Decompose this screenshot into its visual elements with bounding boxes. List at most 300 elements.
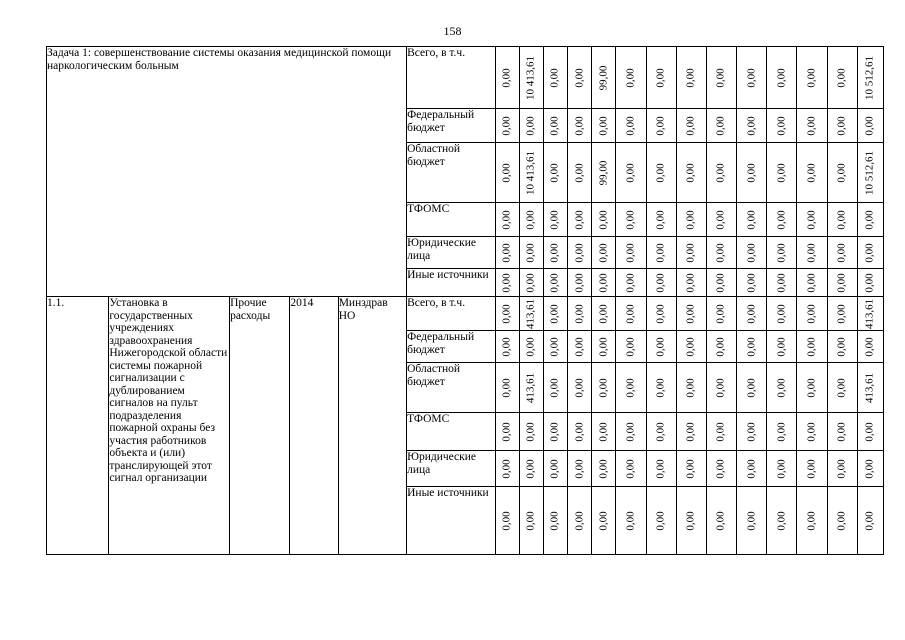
value-text: 0,00 <box>835 162 848 183</box>
value-cell <box>827 203 857 237</box>
funding-source: ТФОМС <box>407 203 496 237</box>
value-text: 0,00 <box>714 336 727 357</box>
value-cell <box>543 487 567 555</box>
value-cell <box>797 203 827 237</box>
value-text: 0,00 <box>624 67 637 88</box>
value-cell <box>646 363 676 413</box>
value-cell <box>646 143 676 203</box>
value-text: 0,00 <box>714 209 727 230</box>
value-cell <box>646 331 676 363</box>
value-cell <box>706 237 736 269</box>
value-text: 0,00 <box>597 303 610 324</box>
value-cell <box>797 451 827 487</box>
value-text: 0,00 <box>573 377 586 398</box>
financing-table <box>46 46 884 555</box>
value-text: 0,00 <box>548 510 561 531</box>
value-text: 0,00 <box>597 272 610 293</box>
value-text: 0,00 <box>573 421 586 442</box>
value-cell <box>676 203 706 237</box>
value-cell <box>706 203 736 237</box>
value-cell <box>616 47 646 109</box>
value-text: 0,00 <box>624 421 637 442</box>
value-cell <box>676 47 706 109</box>
value-cell <box>568 203 592 237</box>
item-year: 2014 <box>290 297 338 555</box>
value-text: 0,00 <box>775 67 788 88</box>
value-text: 0,00 <box>548 67 561 88</box>
funding-source: Всего, в т.ч. <box>407 297 496 331</box>
value-text: 0,00 <box>624 377 637 398</box>
value-text: 0,00 <box>597 115 610 136</box>
value-cell <box>495 143 519 203</box>
value-cell <box>519 237 543 269</box>
page-number: 158 <box>443 24 462 38</box>
value-cell <box>827 413 857 451</box>
value-cell <box>827 269 857 297</box>
value-cell <box>676 451 706 487</box>
value-cell <box>543 109 567 143</box>
value-cell <box>592 331 616 363</box>
funding-source: Иные источники <box>407 269 496 297</box>
value-cell <box>827 143 857 203</box>
value-text: 0,00 <box>654 377 667 398</box>
value-text: 0,00 <box>835 458 848 479</box>
value-text: 0,00 <box>775 242 788 263</box>
value-cell <box>519 203 543 237</box>
value-text: 0,00 <box>573 242 586 263</box>
value-text: 0,00 <box>548 458 561 479</box>
value-cell <box>495 203 519 237</box>
value-cell <box>646 297 676 331</box>
value-cell <box>767 269 797 297</box>
value-cell <box>616 203 646 237</box>
value-text: 0,00 <box>500 162 513 183</box>
value-text: 0,00 <box>573 458 586 479</box>
value-text: 0,00 <box>835 272 848 293</box>
value-cell <box>767 331 797 363</box>
value-text: 0,00 <box>524 510 537 531</box>
value-cell <box>646 47 676 109</box>
item-executor: Минздрав НО <box>338 297 406 555</box>
value-text: 0,00 <box>573 209 586 230</box>
value-cell <box>857 451 883 487</box>
value-text: 0,00 <box>624 209 637 230</box>
value-text: 0,00 <box>863 209 876 230</box>
value-cell <box>616 237 646 269</box>
value-text: 0,00 <box>863 272 876 293</box>
funding-source: Областной бюджет <box>407 363 496 413</box>
value-cell <box>543 237 567 269</box>
value-cell <box>676 487 706 555</box>
value-cell <box>543 363 567 413</box>
value-cell <box>706 109 736 143</box>
value-text: 0,00 <box>805 336 818 357</box>
value-text: 0,00 <box>500 115 513 136</box>
value-cell <box>767 237 797 269</box>
value-text: 0,00 <box>654 272 667 293</box>
value-cell <box>495 109 519 143</box>
value-cell <box>767 451 797 487</box>
value-text: 0,00 <box>684 209 697 230</box>
value-text: 0,00 <box>684 67 697 88</box>
value-cell <box>737 487 767 555</box>
value-text: 0,00 <box>684 458 697 479</box>
value-cell <box>767 47 797 109</box>
value-text: 0,00 <box>775 336 788 357</box>
value-text: 0,00 <box>597 242 610 263</box>
value-text: 0,00 <box>745 377 758 398</box>
value-text: 0,00 <box>654 209 667 230</box>
value-cell <box>592 297 616 331</box>
value-text: 0,00 <box>775 510 788 531</box>
value-cell <box>646 203 676 237</box>
value-cell <box>737 269 767 297</box>
value-text: 0,00 <box>714 510 727 531</box>
value-cell <box>616 451 646 487</box>
value-cell <box>767 363 797 413</box>
value-text: 0,00 <box>745 303 758 324</box>
value-cell <box>706 363 736 413</box>
value-text: 0,00 <box>714 303 727 324</box>
value-cell <box>495 331 519 363</box>
value-text: 0,00 <box>548 303 561 324</box>
value-text: 0,00 <box>775 115 788 136</box>
value-text: 0,00 <box>500 67 513 88</box>
value-cell <box>543 47 567 109</box>
value-text: 0,00 <box>624 115 637 136</box>
value-text: 0,00 <box>597 510 610 531</box>
value-cell <box>797 47 827 109</box>
value-cell <box>706 297 736 331</box>
value-cell <box>616 269 646 297</box>
table-row <box>47 297 884 331</box>
value-cell <box>592 451 616 487</box>
funding-source: Всего, в т.ч. <box>407 47 496 109</box>
value-cell <box>495 269 519 297</box>
value-text: 0,00 <box>624 162 637 183</box>
value-text: 0,00 <box>597 209 610 230</box>
value-text: 0,00 <box>524 272 537 293</box>
value-text: 0,00 <box>524 336 537 357</box>
value-cell <box>827 451 857 487</box>
value-cell <box>827 109 857 143</box>
value-cell <box>857 237 883 269</box>
value-text: 0,00 <box>805 242 818 263</box>
table-row <box>47 47 884 109</box>
value-text: 0,00 <box>805 67 818 88</box>
value-text: 0,00 <box>805 458 818 479</box>
value-text: 0,00 <box>524 242 537 263</box>
value-text: 0,00 <box>714 242 727 263</box>
value-text: 0,00 <box>835 303 848 324</box>
value-cell <box>857 487 883 555</box>
value-cell <box>568 331 592 363</box>
value-text: 0,00 <box>548 377 561 398</box>
value-text: 0,00 <box>524 115 537 136</box>
value-cell <box>568 47 592 109</box>
value-cell <box>737 237 767 269</box>
value-cell <box>797 363 827 413</box>
value-cell <box>646 109 676 143</box>
value-cell <box>519 331 543 363</box>
value-text: 0,00 <box>775 421 788 442</box>
value-text: 0,00 <box>597 336 610 357</box>
value-text: 10 413,61 <box>524 55 537 100</box>
value-text: 0,00 <box>573 336 586 357</box>
item-category: Прочие расходы <box>230 297 290 555</box>
value-text: 0,00 <box>745 115 758 136</box>
value-cell <box>857 297 883 331</box>
value-cell <box>737 331 767 363</box>
value-text: 0,00 <box>805 115 818 136</box>
value-cell <box>495 413 519 451</box>
value-text: 0,00 <box>573 67 586 88</box>
value-text: 0,00 <box>714 115 727 136</box>
value-cell <box>706 269 736 297</box>
value-text: 0,00 <box>745 209 758 230</box>
funding-source: Юридические лица <box>407 237 496 269</box>
value-text: 0,00 <box>805 377 818 398</box>
value-text: 0,00 <box>548 115 561 136</box>
value-cell <box>767 109 797 143</box>
value-cell <box>543 451 567 487</box>
value-cell <box>767 203 797 237</box>
value-cell <box>568 487 592 555</box>
value-cell <box>646 237 676 269</box>
value-cell <box>706 451 736 487</box>
value-text: 0,00 <box>863 421 876 442</box>
value-text: 0,00 <box>775 272 788 293</box>
value-cell <box>543 269 567 297</box>
value-text: 0,00 <box>500 303 513 324</box>
value-text: 0,00 <box>835 336 848 357</box>
value-cell <box>857 363 883 413</box>
value-text: 0,00 <box>500 421 513 442</box>
value-cell <box>676 269 706 297</box>
value-text: 0,00 <box>500 209 513 230</box>
value-cell <box>646 413 676 451</box>
value-text: 0,00 <box>548 209 561 230</box>
value-cell <box>519 143 543 203</box>
value-text: 10 512,61 <box>863 55 876 100</box>
value-cell <box>616 363 646 413</box>
value-cell <box>616 109 646 143</box>
value-text: 0,00 <box>835 115 848 136</box>
value-text: 0,00 <box>624 242 637 263</box>
value-text: 0,00 <box>654 510 667 531</box>
value-text: 0,00 <box>714 458 727 479</box>
value-text: 0,00 <box>684 272 697 293</box>
value-cell <box>616 331 646 363</box>
value-text: 0,00 <box>684 242 697 263</box>
value-cell <box>797 237 827 269</box>
value-text: 0,00 <box>775 162 788 183</box>
value-cell <box>568 451 592 487</box>
value-cell <box>592 143 616 203</box>
value-cell <box>568 297 592 331</box>
value-cell <box>543 413 567 451</box>
value-text: 0,00 <box>805 421 818 442</box>
value-text: 0,00 <box>775 209 788 230</box>
value-text: 0,00 <box>500 377 513 398</box>
value-cell <box>857 47 883 109</box>
value-cell <box>568 413 592 451</box>
value-cell <box>827 331 857 363</box>
value-text: 0,00 <box>654 67 667 88</box>
value-text: 99,00 <box>597 160 610 185</box>
value-cell <box>767 413 797 451</box>
value-text: 0,00 <box>573 510 586 531</box>
value-cell <box>519 413 543 451</box>
value-text: 0,00 <box>863 458 876 479</box>
value-cell <box>737 143 767 203</box>
value-text: 0,00 <box>775 377 788 398</box>
value-cell <box>827 237 857 269</box>
value-text: 0,00 <box>624 510 637 531</box>
funding-source: Юридические лица <box>407 451 496 487</box>
value-text: 0,00 <box>573 272 586 293</box>
value-cell <box>543 297 567 331</box>
value-text: 0,00 <box>863 242 876 263</box>
value-cell <box>495 451 519 487</box>
value-text: 0,00 <box>835 377 848 398</box>
value-cell <box>646 269 676 297</box>
value-text: 0,00 <box>624 272 637 293</box>
value-text: 0,00 <box>863 510 876 531</box>
value-text: 0,00 <box>745 510 758 531</box>
value-cell <box>857 269 883 297</box>
value-cell <box>797 413 827 451</box>
value-cell <box>495 363 519 413</box>
value-cell <box>706 47 736 109</box>
value-text: 0,00 <box>684 377 697 398</box>
value-text: 0,00 <box>745 336 758 357</box>
value-cell <box>519 487 543 555</box>
value-text: 0,00 <box>835 510 848 531</box>
value-cell <box>827 297 857 331</box>
value-text: 0,00 <box>805 272 818 293</box>
value-cell <box>706 331 736 363</box>
value-cell <box>737 47 767 109</box>
value-cell <box>592 487 616 555</box>
value-cell <box>616 297 646 331</box>
value-text: 0,00 <box>548 272 561 293</box>
funding-source: Областной бюджет <box>407 143 496 203</box>
value-text: 413,61 <box>524 298 537 329</box>
value-cell <box>827 363 857 413</box>
value-text: 0,00 <box>548 242 561 263</box>
value-text: 0,00 <box>624 336 637 357</box>
value-cell <box>797 109 827 143</box>
value-text: 0,00 <box>684 303 697 324</box>
value-cell <box>737 297 767 331</box>
value-cell <box>767 487 797 555</box>
value-cell <box>616 487 646 555</box>
value-text: 0,00 <box>745 421 758 442</box>
value-cell <box>706 413 736 451</box>
value-cell <box>827 47 857 109</box>
value-text: 0,00 <box>624 303 637 324</box>
value-cell <box>592 109 616 143</box>
value-text: 0,00 <box>597 421 610 442</box>
value-text: 0,00 <box>654 421 667 442</box>
value-cell <box>857 413 883 451</box>
value-cell <box>706 487 736 555</box>
value-cell <box>592 203 616 237</box>
funding-source: Федеральный бюджет <box>407 109 496 143</box>
value-cell <box>495 237 519 269</box>
value-text: 0,00 <box>524 209 537 230</box>
value-text: 0,00 <box>745 458 758 479</box>
value-text: 0,00 <box>835 421 848 442</box>
value-text: 413,61 <box>524 372 537 403</box>
value-cell <box>519 47 543 109</box>
value-text: 10 413,61 <box>524 150 537 195</box>
value-text: 0,00 <box>624 458 637 479</box>
value-text: 0,00 <box>714 162 727 183</box>
value-text: 0,00 <box>500 272 513 293</box>
value-text: 0,00 <box>714 421 727 442</box>
value-cell <box>857 143 883 203</box>
value-cell <box>543 331 567 363</box>
value-text: 0,00 <box>835 242 848 263</box>
value-text: 413,61 <box>863 298 876 329</box>
value-text: 413,61 <box>863 372 876 403</box>
value-cell <box>737 451 767 487</box>
value-text: 0,00 <box>573 162 586 183</box>
value-text: 0,00 <box>684 162 697 183</box>
value-cell <box>767 297 797 331</box>
value-text: 0,00 <box>805 303 818 324</box>
value-text: 0,00 <box>805 162 818 183</box>
value-text: 0,00 <box>745 162 758 183</box>
value-text: 0,00 <box>684 421 697 442</box>
value-cell <box>646 451 676 487</box>
value-text: 0,00 <box>500 510 513 531</box>
value-cell <box>592 237 616 269</box>
value-cell <box>519 363 543 413</box>
value-cell <box>706 143 736 203</box>
value-cell <box>676 363 706 413</box>
value-text: 0,00 <box>524 421 537 442</box>
value-text: 0,00 <box>775 458 788 479</box>
value-cell <box>797 331 827 363</box>
value-cell <box>676 237 706 269</box>
value-cell <box>737 363 767 413</box>
value-cell <box>543 203 567 237</box>
item-number: 1.1. <box>47 297 109 555</box>
value-text: 0,00 <box>684 336 697 357</box>
value-cell <box>568 237 592 269</box>
funding-source: Иные источники <box>407 487 496 555</box>
value-text: 0,00 <box>714 377 727 398</box>
value-text: 0,00 <box>500 242 513 263</box>
value-cell <box>592 47 616 109</box>
value-cell <box>519 269 543 297</box>
value-text: 0,00 <box>654 336 667 357</box>
value-text: 0,00 <box>597 377 610 398</box>
value-cell <box>737 109 767 143</box>
value-text: 0,00 <box>775 303 788 324</box>
value-cell <box>797 297 827 331</box>
value-cell <box>568 363 592 413</box>
value-text: 0,00 <box>863 336 876 357</box>
value-text: 0,00 <box>684 115 697 136</box>
value-cell <box>737 203 767 237</box>
value-cell <box>737 413 767 451</box>
value-cell <box>543 143 567 203</box>
value-cell <box>519 451 543 487</box>
